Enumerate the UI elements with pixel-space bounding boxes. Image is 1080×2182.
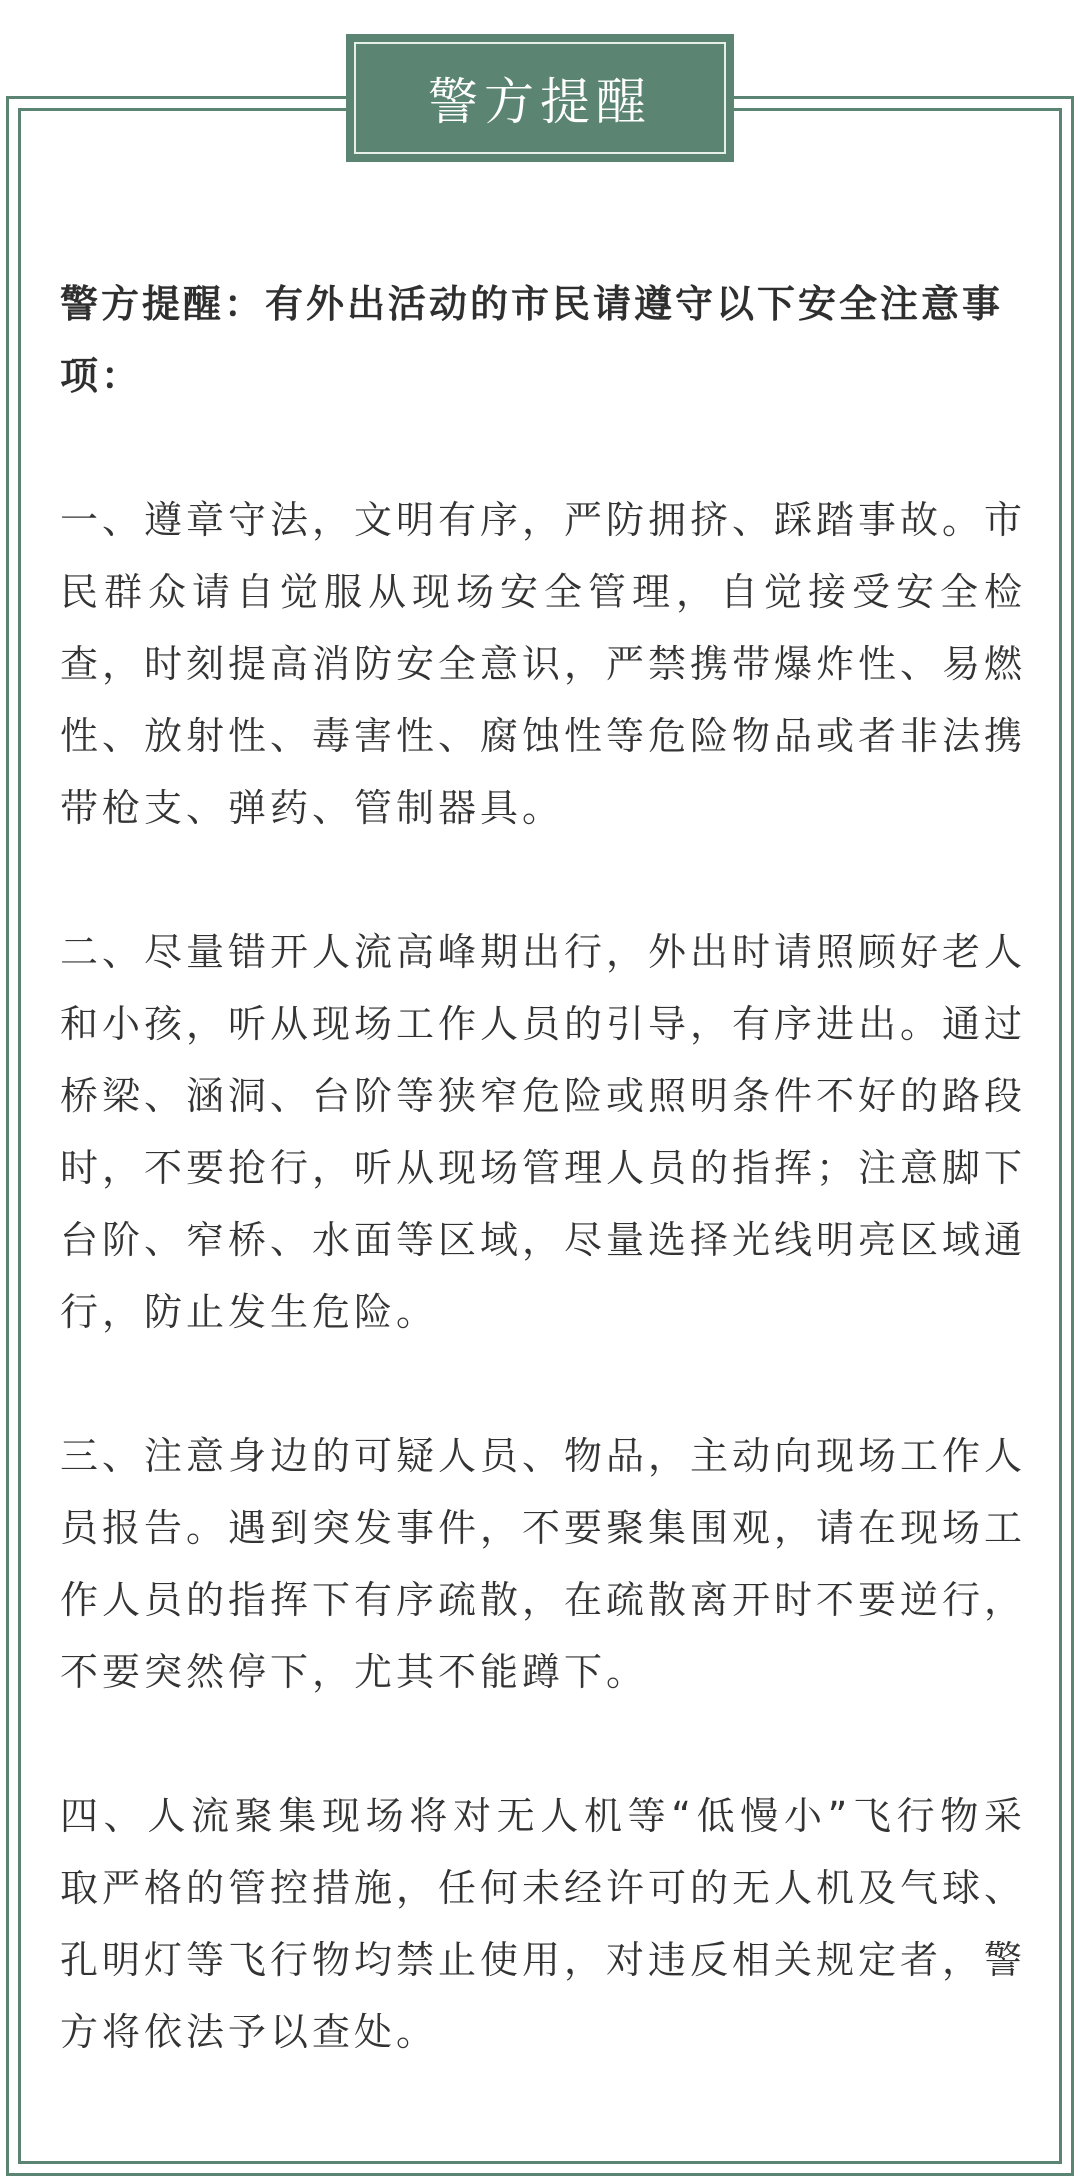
title-banner: [346, 34, 734, 162]
page-title: 警方提醒: [428, 73, 652, 131]
article-heading: 警方提醒：有外出活动的市民请遵守以下安全注意事项：: [60, 282, 1004, 398]
paragraph-2: 二、尽量错开人流高峰期出行，外出时请照顾好老人和小孩，听从现场工作人员的引导，有序进出。通过桥梁、涵洞、台阶等狭窄危险或照明条件不好的路段时，不要抢行，听从现场管理人员的指挥；注意脚下台阶、窄桥、水面等区域，尽量选择光线明亮区域通行，防止发生危险。: [60, 930, 1027, 1334]
paragraph-1: 一、遵章守法，文明有序，严防拥挤、踩踏事故。市民群众请自觉服从现场安全管理，自觉接受安全检查，时刻提高消防安全意识，严禁携带爆炸性、易燃性、放射性、毒害性、腐蚀性等危险物品或者非法携带枪支、弹药、管制器具。: [60, 498, 1027, 830]
paragraph-3: 三、注意身边的可疑人员、物品，主动向现场工作人员报告。遇到突发事件，不要聚集围观，请在现场工作人员的指挥下有序疏散，在疏散离开时不要逆行，不要突然停下，尤其不能蹲下。: [60, 1434, 1027, 1694]
article-body: [60, 268, 1026, 2140]
paragraph-4: 四、人流聚集现场将对无人机等“低慢小”飞行物采取严格的管控措施，任何未经许可的无人机及气球、孔明灯等飞行物均禁止使用，对违反相关规定者，警方将依法予以查处。: [60, 1794, 1027, 2054]
title-banner-inner-border: [354, 42, 726, 154]
